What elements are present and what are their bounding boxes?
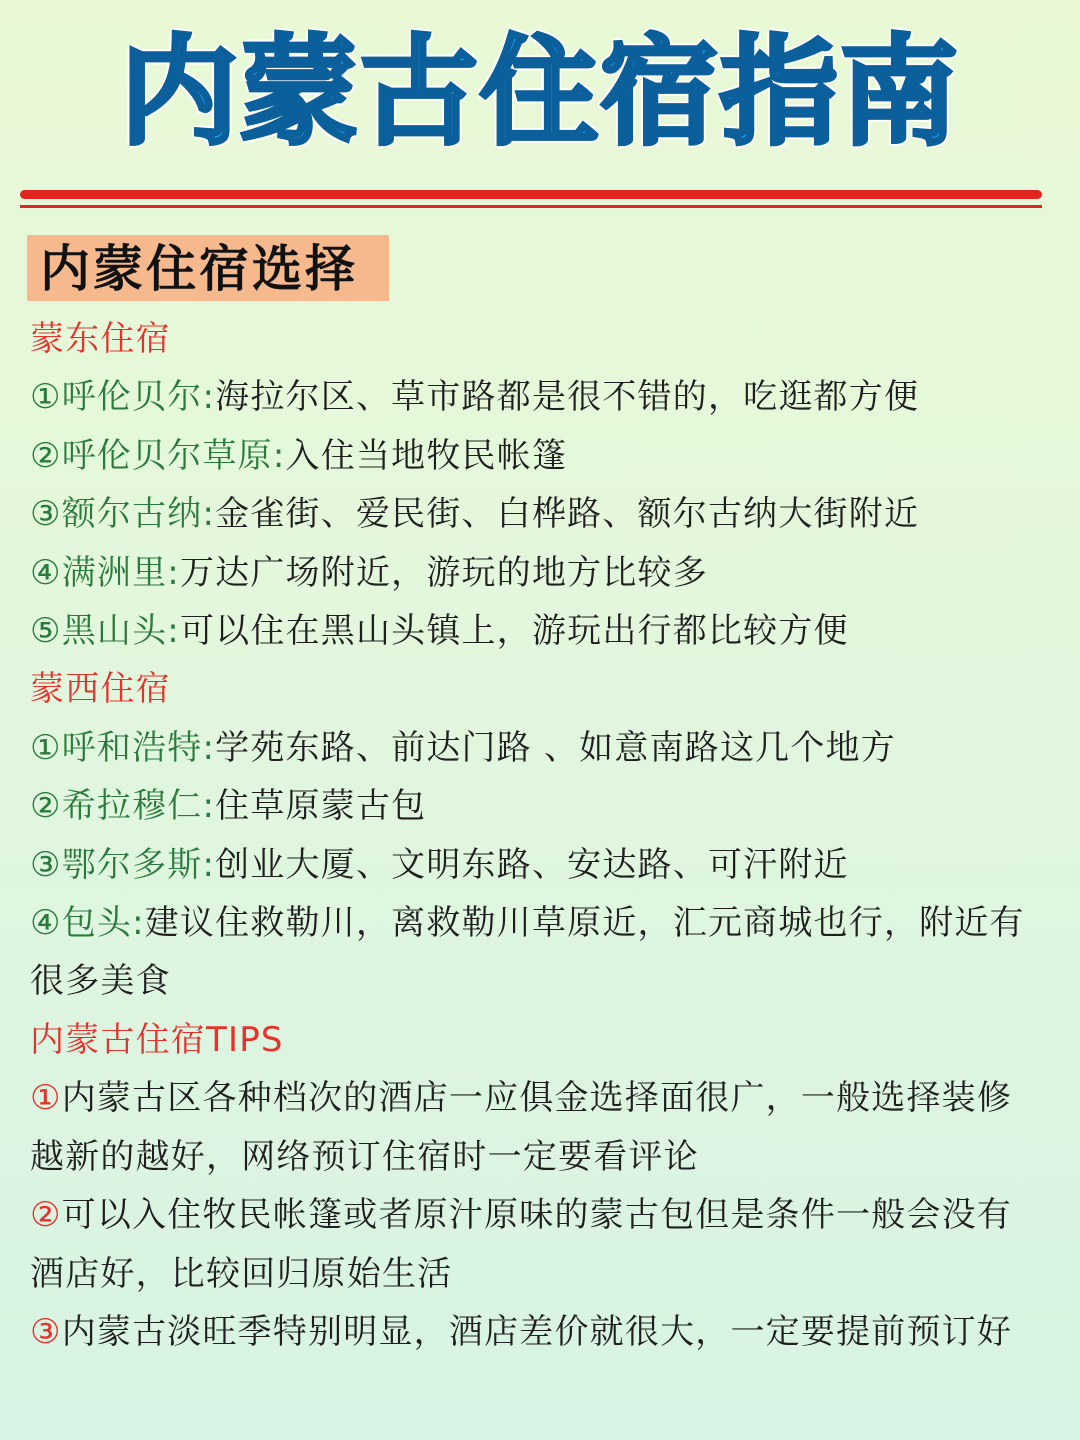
content-body bbox=[30, 310, 1030, 1361]
place-name: 额尔古纳: bbox=[61, 494, 216, 535]
east-item-2 bbox=[30, 427, 1030, 485]
tip-number: ③ bbox=[30, 1311, 62, 1352]
item-number: ② bbox=[30, 435, 62, 476]
item-number: ⑤ bbox=[30, 611, 62, 652]
tip-item-3 bbox=[30, 1303, 1030, 1361]
item-description: 创业大厦、文明东路、安达路、可汗附近 bbox=[215, 844, 849, 885]
east-item-4 bbox=[30, 544, 1030, 602]
west-item-4 bbox=[30, 894, 1030, 1011]
place-name: 呼和浩特: bbox=[61, 727, 216, 768]
tip-description: 内蒙古区各种档次的酒店一应俱金选择面很广，一般选择装修越新的越好，网络预订住宿时一定要看评论 bbox=[30, 1078, 1013, 1177]
item-number: ① bbox=[30, 377, 62, 418]
place-name: 鄂尔多斯: bbox=[61, 844, 216, 885]
west-item-2 bbox=[30, 777, 1030, 835]
tip-description: 可以入住牧民帐篷或者原汁原味的蒙古包但是条件一般会没有酒店好，比较回归原始生活 bbox=[30, 1195, 1013, 1294]
east-item-5 bbox=[30, 602, 1030, 660]
item-number: ① bbox=[30, 727, 62, 768]
item-number: ② bbox=[30, 786, 62, 827]
item-description: 建议住救勒川，离救勒川草原近，汇元商城也行，附近有很多美食 bbox=[30, 903, 1025, 1002]
item-number: ③ bbox=[30, 844, 62, 885]
item-description: 金雀街、爱民街、白桦路、额尔古纳大街附近 bbox=[215, 494, 920, 535]
place-name: 呼伦贝尔: bbox=[61, 377, 216, 418]
item-description: 万达广场附近，游玩的地方比较多 bbox=[179, 552, 708, 593]
place-name: 满洲里: bbox=[61, 552, 180, 593]
tip-number: ② bbox=[30, 1195, 62, 1236]
west-item-3 bbox=[30, 836, 1030, 894]
item-description: 海拉尔区、草市路都是很不错的，吃逛都方便 bbox=[215, 377, 920, 418]
place-name: 希拉穆仁: bbox=[61, 786, 216, 827]
east-item-1 bbox=[30, 368, 1030, 426]
west-item-1 bbox=[30, 719, 1030, 777]
title-divider-thick bbox=[20, 190, 1042, 199]
tips-heading: 内蒙古住宿TIPS bbox=[30, 1019, 284, 1060]
tip-number: ① bbox=[30, 1078, 62, 1119]
section-title: 内蒙住宿选择 bbox=[40, 240, 358, 298]
item-description: 学苑东路、前达门路 、如意南路这几个地方 bbox=[215, 727, 896, 768]
east-heading: 蒙东住宿 bbox=[30, 319, 171, 359]
item-number: ④ bbox=[30, 552, 62, 593]
item-number: ④ bbox=[30, 903, 62, 944]
east-item-3 bbox=[30, 485, 1030, 543]
item-description: 可以住在黑山头镇上，游玩出行都比较方便 bbox=[179, 611, 849, 652]
tip-item-1 bbox=[30, 1069, 1030, 1186]
item-number: ③ bbox=[30, 494, 62, 535]
title-divider-thin bbox=[20, 205, 1042, 208]
page-title: 内蒙古住宿指南 bbox=[119, 23, 960, 161]
place-name: 黑山头: bbox=[61, 611, 180, 652]
west-heading: 蒙西住宿 bbox=[30, 669, 171, 710]
place-name: 包头: bbox=[61, 903, 145, 944]
tip-description: 内蒙古淡旺季特别明显，酒店差价就很大，一定要提前预订好 bbox=[61, 1311, 1013, 1352]
place-name: 呼伦贝尔草原: bbox=[61, 435, 286, 476]
tip-item-2 bbox=[30, 1186, 1030, 1303]
item-description: 入住当地牧民帐篷 bbox=[285, 435, 568, 476]
item-description: 住草原蒙古包 bbox=[215, 786, 427, 827]
